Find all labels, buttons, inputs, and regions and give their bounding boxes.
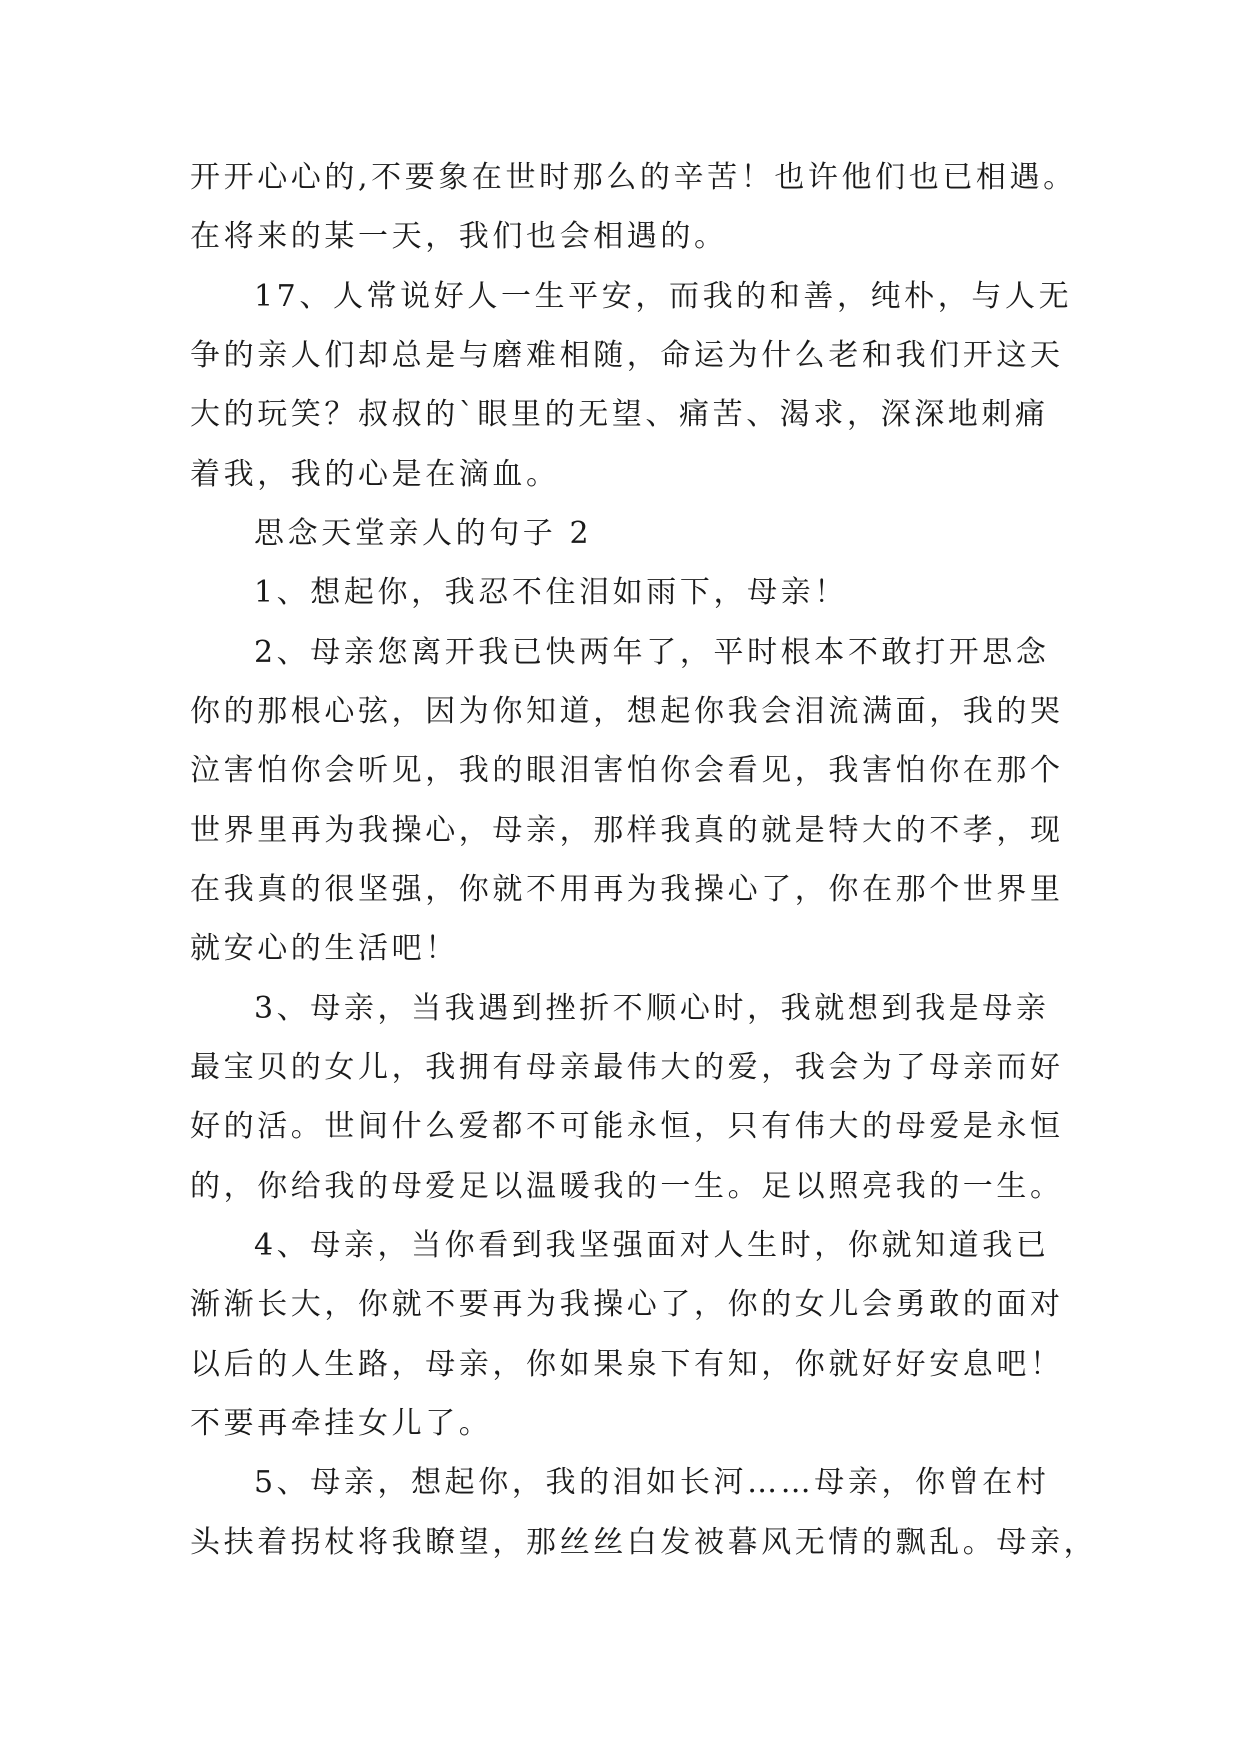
text-line: 争的亲人们却总是与磨难相随，命运为什么老和我们开这天	[190, 338, 1064, 373]
text-line: 在将来的某一天，我们也会相遇的。	[190, 219, 728, 254]
text-line: 不要再牵挂女儿了。	[190, 1406, 493, 1441]
text-line: 在我真的很坚强，你就不用再为我操心了，你在那个世界里	[190, 872, 1064, 907]
section-heading: 思念天堂亲人的句子 2	[254, 516, 593, 551]
text-line: 的，你给我的母爱足以温暖我的一生。足以照亮我的一生。	[190, 1169, 1064, 1204]
text-line: 世界里再为我操心，母亲，那样我真的就是特大的不孝，现	[190, 813, 1064, 848]
text-line: 以后的人生路，母亲，你如果泉下有知，你就好好安息吧！	[190, 1347, 1064, 1382]
paragraph-3-start: 3、母亲，当我遇到挫折不顺心时，我就想到我是母亲	[254, 991, 1050, 1026]
paragraph-1: 1、想起你，我忍不住泪如雨下，母亲！	[254, 575, 848, 610]
text-line: 头扶着拐杖将我瞭望，那丝丝白发被暮风无情的飘乱。母亲，	[190, 1525, 1098, 1560]
text-line: 渐渐长大，你就不要再为我操心了，你的女儿会勇敢的面对	[190, 1287, 1064, 1322]
text-line: 泣害怕你会听见，我的眼泪害怕你会看见，我害怕你在那个	[190, 753, 1064, 788]
text-line: 就安心的生活吧！	[190, 931, 459, 966]
text-line: 着我，我的心是在滴血。	[190, 457, 560, 492]
paragraph-2-start: 2、母亲您离开我已快两年了，平时根本不敢打开思念	[254, 635, 1050, 670]
paragraph-17-start: 17、人常说好人一生平安，而我的和善，纯朴，与人无	[254, 279, 1073, 314]
text-line: 大的玩笑？叔叔的`眼里的无望、痛苦、渴求，深深地刺痛	[190, 397, 1049, 432]
text-line: 开开心心的,不要象在世时那么的辛苦！也许他们也已相遇。	[190, 160, 1077, 195]
paragraph-4-start: 4、母亲，当你看到我坚强面对人生时，你就知道我已	[254, 1228, 1050, 1263]
paragraph-5-start: 5、母亲，想起你，我的泪如长河……母亲，你曾在村	[254, 1465, 1050, 1500]
text-line: 你的那根心弦，因为你知道，想起你我会泪流满面，我的哭	[190, 694, 1064, 729]
text-line: 最宝贝的女儿，我拥有母亲最伟大的爱，我会为了母亲而好	[190, 1050, 1064, 1085]
text-line: 好的活。世间什么爱都不可能永恒，只有伟大的母爱是永恒	[190, 1109, 1064, 1144]
